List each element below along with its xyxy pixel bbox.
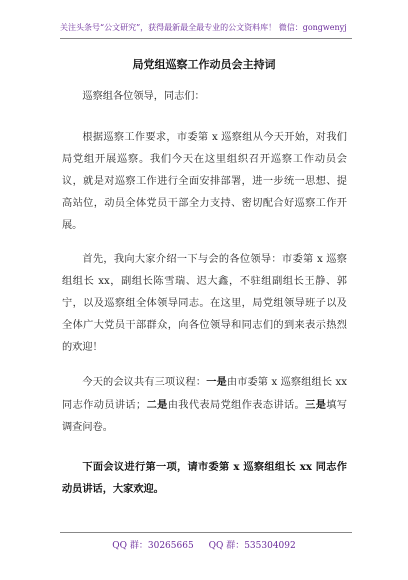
agenda-label-three: 三是 [305,399,327,411]
agenda-item-two: 由我代表局党组作表态讲话。 [167,400,306,411]
paragraph-introductions: 首先，我向大家介绍一下与会的各位领导：市委第 x 巡察组组长 xx，副组长陈雪瑞、迟大鑫，不驻组副组长王静、郭宁，以及巡察组全体领导同志。在这里，局党组领导班子以及全体广大党员干部群众，向各位领导和同志们的到来表示热烈的欢迎！ [62,254,347,353]
agenda-item-one: 由市委第 x 巡察组组长 xx 同志作动员讲话； [62,377,348,411]
agenda-item-three: 填写调查问卷。 [62,400,348,433]
footer-divider [60,532,352,533]
footer-qq-group-2: QQ 群：535304092 [208,541,296,551]
paragraph-agenda [62,371,347,439]
header-divider [60,38,352,39]
agenda-label-one: 一是 [206,376,227,388]
document-title: 局党组巡察工作动员会主持词 [132,58,276,71]
paragraph-purpose: 根据巡察工作要求，市委第 x 巡察组从今天开始，对我们局党组开展巡察。我们今天在这里组织召开巡察工作动员会议，就是对巡察工作进行全面安排部署，进一步统一思想、提高站位，动员全体党员干部全力支持、密切配合好巡察工作开展。 [62,132,347,231]
agenda-intro: 今天的会议共有三项议程： [82,377,207,388]
greeting-paragraph: 巡察组各位领导，同志们： [82,91,205,102]
footer-qq-group-1: QQ 群：30265665 [112,541,194,551]
header-promo-text: 关注头条号“公文研究”，获得最新最全最专业的公文资料库！ 微信：gongwenyj [60,23,347,32]
paragraph-first-item: 下面会议进行第一项，请市委第 x 巡察组组长 xx 同志作动员讲话，大家欢迎。 [62,461,347,495]
agenda-label-two: 二是 [146,399,168,411]
footer-contact [0,538,408,551]
